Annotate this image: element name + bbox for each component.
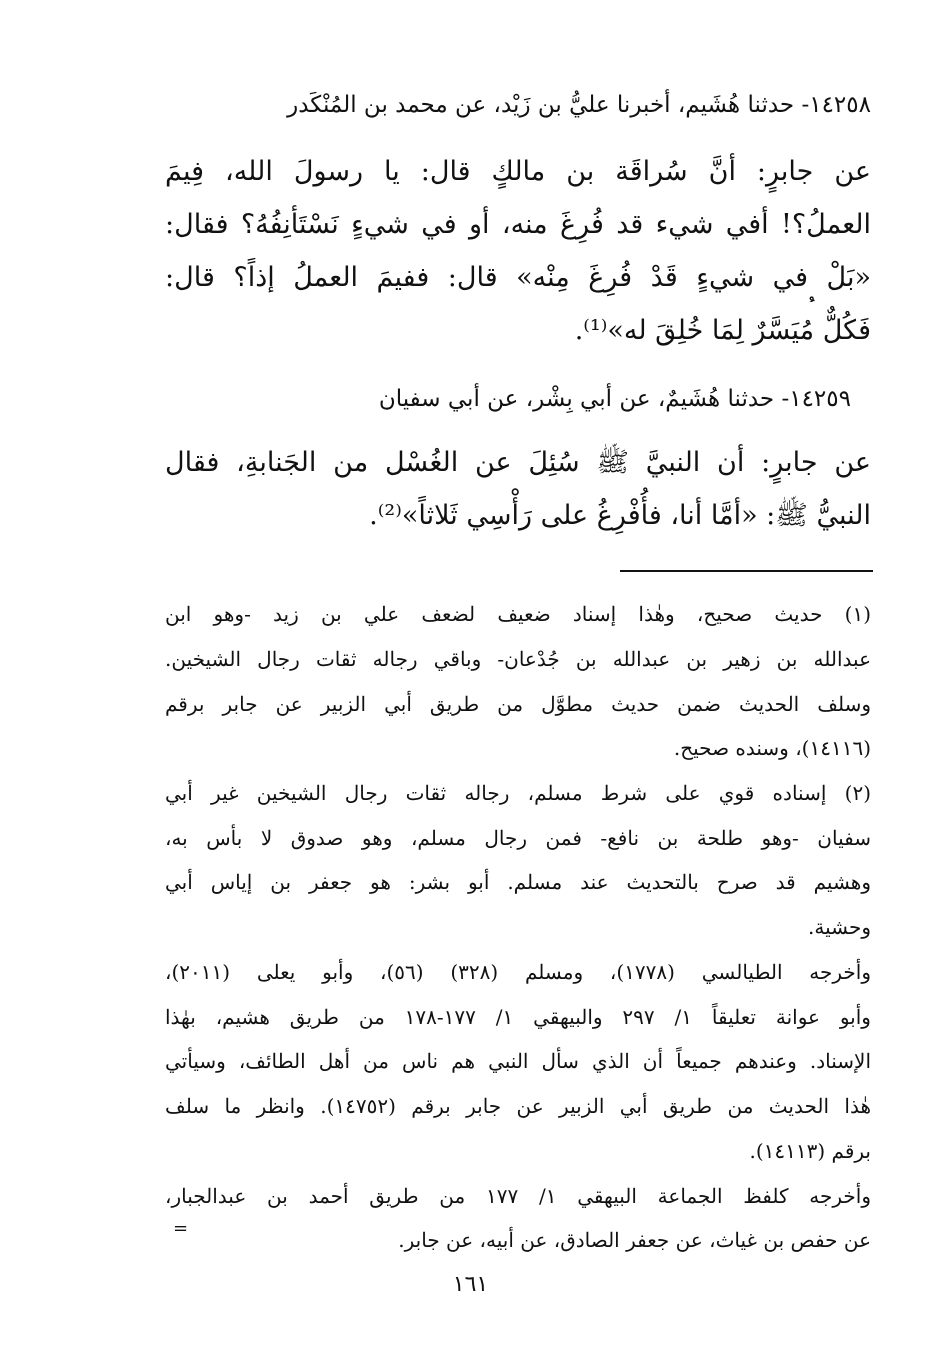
footnote-2-line-4: وحشية.	[808, 915, 871, 939]
footnote-2-line-3: وهشيم قد صرح بالتحديث عند مسلم. أبو بشر: هو جعفر بن إياس أبي	[165, 870, 871, 894]
footnote-3-line-4: هٰذا الحديث من طريق أبي الزبير عن جابر برقم (١٤٧٥٢). وانظر ما سلف	[165, 1094, 871, 1118]
hadith-14259-line-1: عن جابرٍ: أن النبيَّ ﷺ سُئِلَ عن الغُسْل من الجَنابةِ، فقال	[165, 447, 871, 478]
footnote-4-line-1: وأخرجه كلفظ الجماعة البيهقي ١/ ١٧٧ من طريق أحمد بن عبدالجبار،	[165, 1184, 871, 1208]
footnote-separator	[620, 570, 873, 572]
footnote-1-line-4: (١٤١١٦)، وسنده صحيح.	[673, 736, 871, 760]
hadith-14258-line-3: «بَلْ في شيءٍ قَدْ فُرِغَ مِنْه» قال: ففيمَ العملُ إذاً؟ قال:	[165, 262, 871, 293]
hadith-14258-line-4: فَكُلٌّ مُيَسَّرٌ لِمَا خُلِقَ له»⁽¹⁾.	[574, 315, 871, 346]
footnote-1-line-2: عبدالله بن زهير بن عبدالله بن جُدْعان- وباقي رجاله ثقات رجال الشيخين.	[165, 647, 871, 671]
footnote-3-line-2: وأبو عوانة تعليقاً ١/ ٢٩٧ والبيهقي ١/ ١٧٧-١٧٨ من طريق هشيم، بهٰذا	[165, 1005, 871, 1029]
footnote-2-line-1: (٢) إسناده قوي على شرط مسلم، رجاله ثقات رجال الشيخين غير أبي	[165, 781, 871, 805]
footnote-3-line-3: الإسناد. وعندهم جميعاً أن الذي سأل النبي هم ناس من أهل الطائف، وسيأتي	[165, 1049, 871, 1073]
hadith-14259-heading: ١٤٢٥٩- حدثنا هُشَيمٌ، عن أبي بِشْر، عن أبي سفيان	[378, 386, 851, 412]
footnote-3-line-5: برقم (١٤١١٣).	[749, 1139, 871, 1163]
hadith-14258-heading: ١٤٢٥٨- حدثنا هُشَيم، أخبرنا عليُّ بن زَيْد، عن محمد بن المُنْكَدر	[287, 92, 871, 118]
footnote-1-line-3: وسلف الحديث ضمن حديث مطوَّل من طريق أبي الزبير عن جابر برقم	[165, 692, 871, 716]
page-number: ١٦١	[452, 1272, 489, 1297]
hadith-14258-line-1: عن جابرٍ: أَنَّ سُراقَة بن مالكٍ قال: يا رسولَ الله، فِيمَ	[165, 156, 871, 187]
continuation-mark: =	[173, 1218, 189, 1239]
hadith-14259-line-2: النبيُّ ﷺ: «أمَّا أنا، فأُفْرِغُ على رَأْسِي ثَلاثاً»⁽²⁾.	[369, 500, 871, 531]
footnote-3-line-1: وأخرجه الطيالسي (١٧٧٨)، ومسلم (٣٢٨) (٥٦)، وأبو يعلى (٢٠١١)،	[165, 960, 871, 984]
hadith-14258-line-2: العملُ؟! أفي شيء قد فُرِغَ منه، أو في شيءٍ نَسْتَأْنِفُهُ؟ فقال:	[165, 209, 871, 240]
footnote-4-line-2: عن حفص بن غياث، عن جعفر الصادق، عن أبيه، عن جابر.	[398, 1228, 871, 1252]
footnote-2-line-2: سفيان -وهو طلحة بن نافع- فمن رجال مسلم، وهو صدوق لا بأس به،	[165, 826, 871, 850]
footnote-1-line-1: (١) حديث صحيح، وهٰذا إسناد ضعيف لضعف علي بن زيد -وهو ابن	[165, 602, 871, 626]
